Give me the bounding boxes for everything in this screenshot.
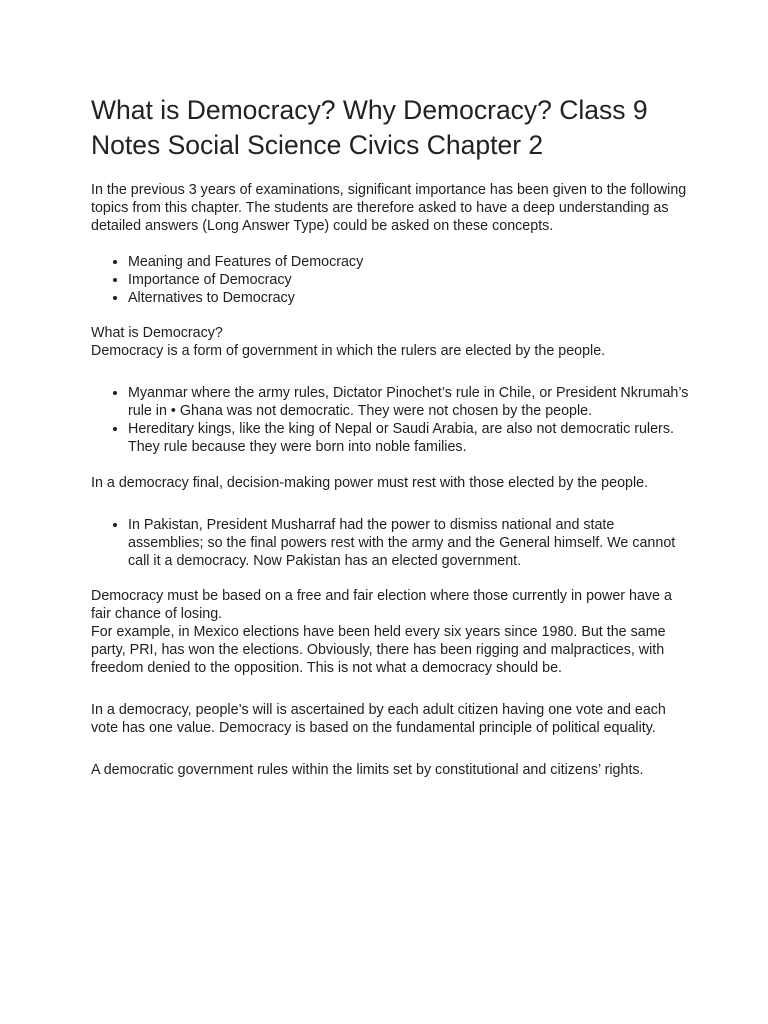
topics-list [91, 253, 691, 307]
list-item: • Alternatives to Democracy [128, 289, 691, 307]
document-title: What is Democracy? Why Democracy? Class 9 Notes Social Science Civics Chapter 2 [91, 95, 648, 160]
free-fair-paragraph: Democracy must be based on a free and fair election where those currently in power have a fair chance of losing. [91, 588, 672, 622]
intro-paragraph: In the previous 3 years of examinations, significant importance has been given to the following topics from this chapter. The students are therefore asked to have a deep understanding as detailed answers (Long Answer Type) could be asked on these concepts. [91, 182, 687, 234]
list-item: • In Pakistan, President Musharraf had the power to dismiss national and state assemblies; so the final powers rest with the army and the General himself. We cannot call it a democracy. Now Pakistan has an elected government. [128, 516, 691, 570]
one-vote-paragraph: In a democracy, people’s will is ascertained by each adult citizen having one vote and each vote has one value. Democracy is based on the fundamental principle of political equality. [91, 702, 666, 736]
pakistan-examples-list [91, 516, 691, 570]
document-page [91, 93, 691, 779]
list-item: • Importance of Democracy [128, 271, 691, 289]
final-power-paragraph: In a democracy final, decision-making power must rest with those elected by the people. [91, 475, 649, 491]
section-heading-what-is-democracy: What is Democracy? [91, 325, 223, 341]
list-item: • Hereditary kings, like the king of Nepal or Saudi Arabia, are also not democratic rulers. They rule because they were born into noble families. [128, 420, 691, 456]
constitutional-limits-paragraph: A democratic government rules within the limits set by constitutional and citizens’ rights. [91, 762, 644, 778]
non-democratic-examples-list [91, 384, 691, 456]
list-item: • Meaning and Features of Democracy [128, 253, 691, 271]
list-item: • Myanmar where the army rules, Dictator Pinochet’s rule in Chile, or President Nkrumah’s rule in • Ghana was not democratic. They were not chosen by the people. [128, 384, 691, 420]
definition-paragraph: Democracy is a form of government in which the rulers are elected by the people. [91, 343, 606, 359]
mexico-paragraph: For example, in Mexico elections have been held every six years since 1980. But the same party, PRI, has won the elections. Obviously, there has been rigging and malpractices, with freedom denied to the opposition. This is not what a democracy should be. [91, 624, 666, 676]
